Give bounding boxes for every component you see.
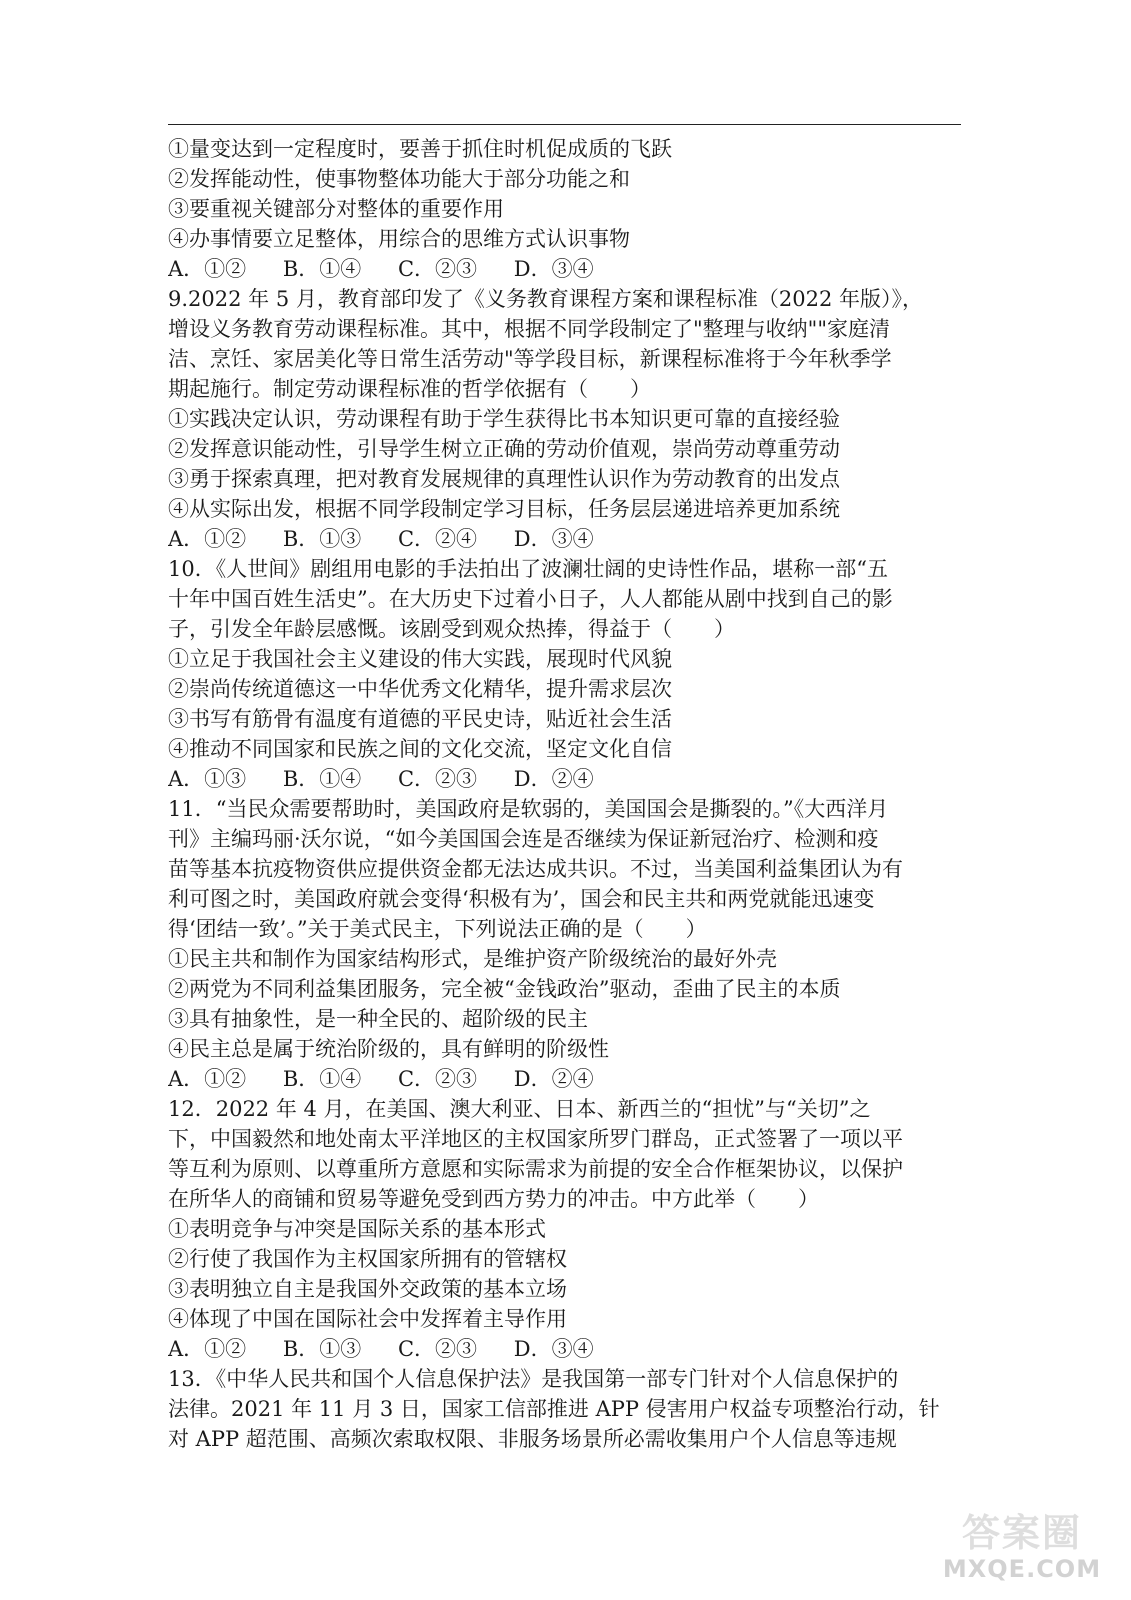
q12-stem-line-2: 下，中国毅然和地处南太平洋地区的主权国家所罗门群岛，正式签署了一项以平: [168, 1127, 903, 1151]
q12-choice-a: A．①②: [168, 1337, 247, 1361]
q11-choice-a: A．①②: [168, 1067, 247, 1091]
q9-option-1: ①实践决定认识，劳动课程有助于学生获得比书本知识更可靠的直接经验: [168, 407, 840, 431]
q10-answer-choices: [168, 764, 968, 794]
q11-stem: [168, 794, 968, 944]
q8-choice-d: D．③④: [513, 257, 594, 281]
q13-stem-line-1: 13．《中华人民共和国个人信息保护法》是我国第一部专门针对个人信息保护的: [168, 1367, 899, 1391]
q11-option-3: ③具有抽象性，是一种全民的、超阶级的民主: [168, 1007, 588, 1031]
q13-stem-line-3: 对 APP 超范围、高频次索取权限、非服务场景所必需收集用户个人信息等违规: [168, 1427, 897, 1451]
q12-option-4: ④体现了中国在国际社会中发挥着主导作用: [168, 1307, 567, 1331]
q11-stem-line-4: 利可图之时，美国政府就会变得‘积极有为’，国会和民主共和两党就能迅速变: [168, 887, 875, 911]
q9-options: [168, 404, 968, 524]
q11-choice-c: C．②③: [397, 1067, 478, 1091]
q12-option-1: ①表明竞争与冲突是国际关系的基本形式: [168, 1217, 546, 1241]
q8-option-3: ③要重视关键部分对整体的重要作用: [168, 197, 504, 221]
q10-choice-a: A．①③: [168, 767, 247, 791]
q12-options: [168, 1214, 968, 1334]
q11-choice-b: B．①④: [282, 1067, 362, 1091]
q10-choice-b: B．①④: [282, 767, 362, 791]
q10-stem-line-1: 10．《人世间》剧组用电影的手法拍出了波澜壮阔的史诗性作品，堪称一部“五: [168, 557, 888, 581]
q9-option-2: ②发挥意识能动性，引导学生树立正确的劳动价值观，崇尚劳动尊重劳动: [168, 437, 840, 461]
q11-stem-line-1: 11．“当民众需要帮助时，美国政府是软弱的，美国国会是撕裂的。”《大西洋月: [168, 797, 889, 821]
watermark-bottom-text: MXQE.COM: [942, 1555, 1102, 1583]
q11-stem-line-2: 刊》主编玛丽·沃尔说，“如今美国国会连是否继续为保证新冠治疗、检测和疫: [168, 827, 879, 851]
q8-choice-a: A．①②: [168, 257, 247, 281]
q12-stem-line-4: 在所华人的商铺和贸易等避免受到西方势力的冲击。中方此举（ ）: [168, 1187, 819, 1211]
q9-choice-d: D．③④: [513, 527, 594, 551]
watermark-top-text: 答案圈: [961, 1511, 1082, 1555]
q10-option-1: ①立足于我国社会主义建设的伟大实践，展现时代风貌: [168, 647, 672, 671]
q8-option-1: ①量变达到一定程度时，要善于抓住时机促成质的飞跃: [168, 137, 672, 161]
q12-stem-line-3: 等互利为原则、以尊重所方意愿和实际需求为前提的安全合作框架协议，以保护: [168, 1157, 903, 1181]
q8-option-2: ②发挥能动性，使事物整体功能大于部分功能之和: [168, 167, 630, 191]
q9-choice-b: B．①③: [282, 527, 362, 551]
q9-stem-line-2: 增设义务教育劳动课程标准。其中，根据不同学段制定了"整理与收纳""家庭清: [168, 317, 890, 341]
q11-answer-choices: [168, 1064, 968, 1094]
header-rule: [168, 124, 961, 125]
q10-stem: [168, 554, 968, 644]
q10-stem-line-3: 子，引发全年龄层感慨。该剧受到观众热捧，得益于（ ）: [168, 617, 735, 641]
q12-answer-choices: [168, 1334, 968, 1364]
q10-choice-d: D．②④: [513, 767, 594, 791]
q12-choice-c: C．②③: [397, 1337, 478, 1361]
q13-stem: [168, 1364, 968, 1454]
q12-choice-d: D．③④: [513, 1337, 594, 1361]
q12-stem: [168, 1094, 968, 1214]
q8-option-4: ④办事情要立足整体，用综合的思维方式认识事物: [168, 227, 630, 251]
q13-stem-line-2: 法律。2021 年 11 月 3 日，国家工信部推进 APP 侵害用户权益专项整治行动，针: [168, 1397, 940, 1421]
q12-stem-line-1: 12．2022 年 4 月，在美国、澳大利亚、日本、新西兰的“担忧”与“关切”之: [168, 1097, 871, 1121]
exam-page: [168, 134, 968, 1454]
q11-stem-line-5: 得‘团结一致’。”关于美式民主，下列说法正确的是（ ）: [168, 917, 707, 941]
q9-choice-a: A．①②: [168, 527, 247, 551]
q11-option-4: ④民主总是属于统治阶级的，具有鲜明的阶级性: [168, 1037, 609, 1061]
q9-option-4: ④从实际出发，根据不同学段制定学习目标，任务层层递进培养更加系统: [168, 497, 840, 521]
q10-option-4: ④推动不同国家和民族之间的文化交流，坚定文化自信: [168, 737, 672, 761]
q9-stem-line-3: 洁、烹饪、家居美化等日常生活劳动"等学段目标，新课程标准将于今年秋季学: [168, 347, 892, 371]
site-watermark-logo: [927, 1510, 1117, 1590]
q9-stem: [168, 284, 968, 404]
q11-stem-line-3: 苗等基本抗疫物资供应提供资金都无法达成共识。不过，当美国利益集团认为有: [168, 857, 903, 881]
q10-stem-line-2: 十年中国百姓生活史”。在大历史下过着小日子，人人都能从剧中找到自己的影: [168, 587, 893, 611]
q8-choice-c: C．②③: [397, 257, 478, 281]
q8-choice-b: B．①④: [282, 257, 362, 281]
q11-choice-d: D．②④: [513, 1067, 594, 1091]
q8-answer-choices: [168, 254, 968, 284]
q10-options: [168, 644, 968, 764]
q9-choice-c: C．②④: [397, 527, 478, 551]
q9-answer-choices: [168, 524, 968, 554]
q12-option-2: ②行使了我国作为主权国家所拥有的管辖权: [168, 1247, 567, 1271]
q12-choice-b: B．①③: [282, 1337, 362, 1361]
q10-choice-c: C．②③: [397, 767, 478, 791]
q8-options: [168, 134, 968, 254]
q9-stem-line-4: 期起施行。制定劳动课程标准的哲学依据有（ ）: [168, 377, 651, 401]
q11-option-2: ②两党为不同利益集团服务，完全被“金钱政治”驱动，歪曲了民主的本质: [168, 977, 841, 1001]
q12-option-3: ③表明独立自主是我国外交政策的基本立场: [168, 1277, 567, 1301]
q10-option-2: ②崇尚传统道德这一中华优秀文化精华，提升需求层次: [168, 677, 672, 701]
q11-options: [168, 944, 968, 1064]
q11-option-1: ①民主共和制作为国家结构形式，是维护资产阶级统治的最好外壳: [168, 947, 777, 971]
q9-stem-line-1: 9.2022 年 5 月，教育部印发了《义务教育课程方案和课程标准（2022 年版）》，: [168, 287, 923, 311]
q10-option-3: ③书写有筋骨有温度有道德的平民史诗，贴近社会生活: [168, 707, 672, 731]
q9-option-3: ③勇于探索真理，把对教育发展规律的真理性认识作为劳动教育的出发点: [168, 467, 840, 491]
